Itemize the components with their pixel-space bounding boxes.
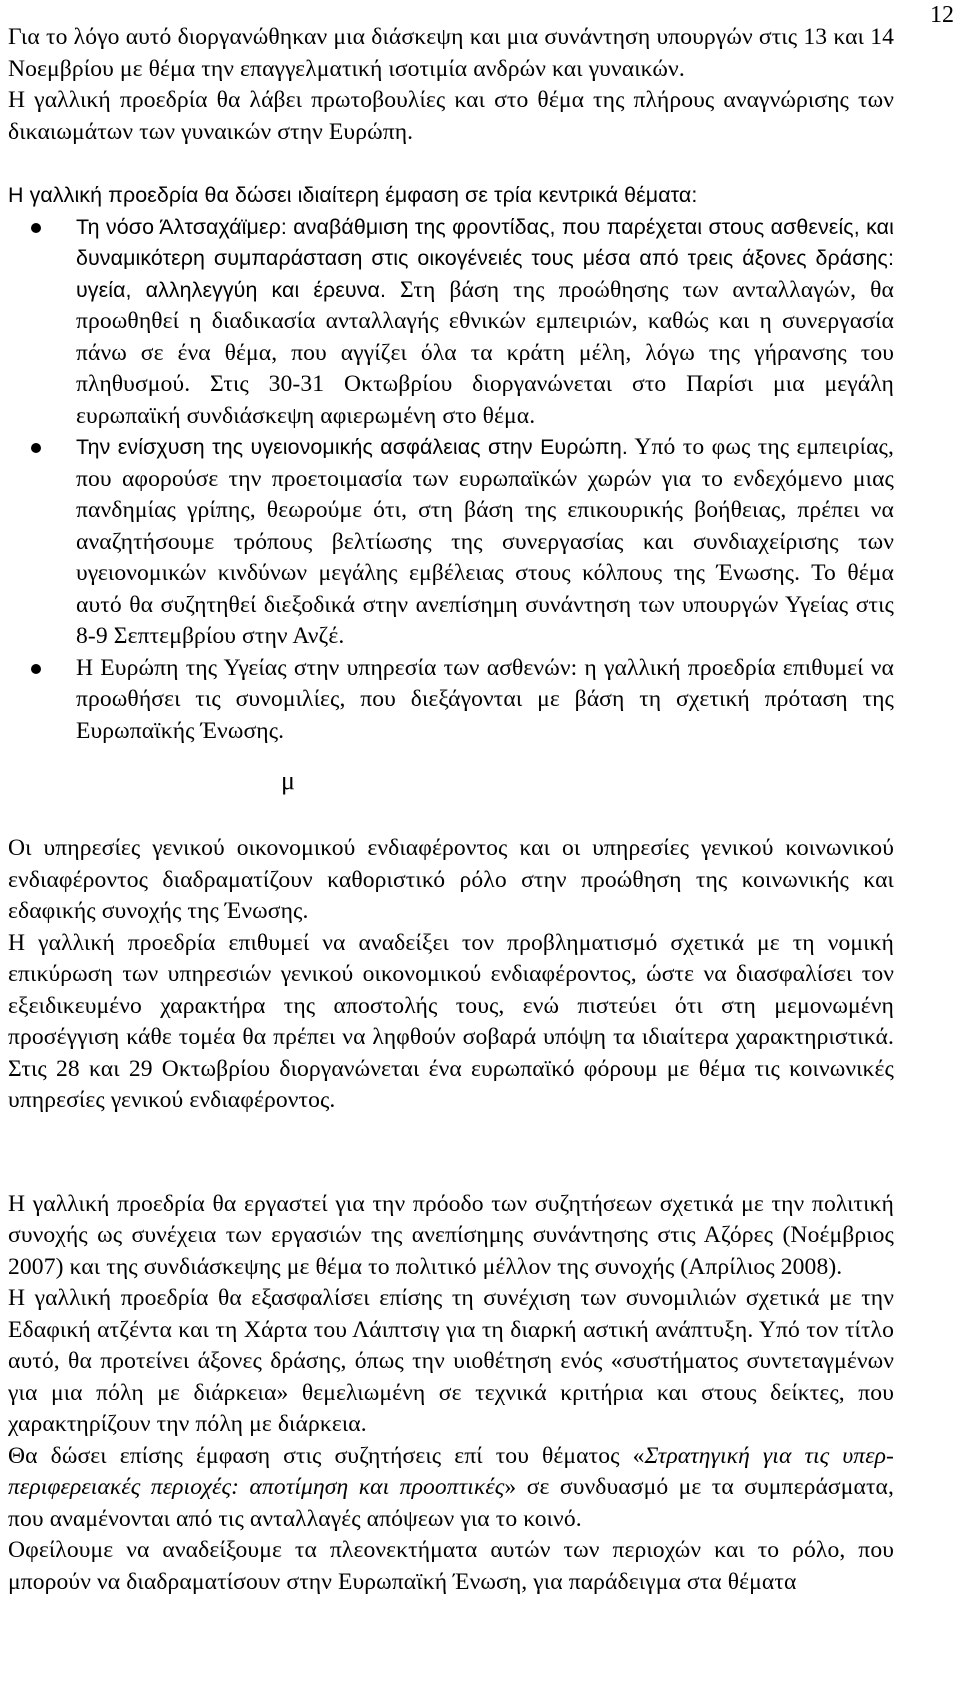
health-topics-list [8,212,894,748]
cohesion-paragraph-3-after: » σε συνδυασμό με τα συμπεράσματα, που αναμένονται από τις ανταλλαγές απόψεων για το κοινό. [8,1474,894,1532]
bullet-alzheimer-sans-text: Τη νόσο Άλτσαχάϊμερ: αναβάθμιση της φροντίδας, που παρέχεται στους ασθενείς, και δυναμικότερη συμπαράσταση στις οικογένειές τους μέσα από τρεις άξονες δράσης: υγεία, αλληλεγγύη και έρευνα. [76,214,894,302]
bullet-health-security [8,432,894,653]
bullet-alzheimer [8,212,894,433]
cohesion-paragraph-3 [8,1441,894,1536]
bullet-health-security-serif-text: Υπό το φως της εμπειρίας, που αφορούσε την προετοιμασία των ευρωπαϊκών χωρών για το ενδεχόμενο μιας πανδημίας γρίπης, θεωρούμε ότι, στη βάση της επικουρικής βοήθειας, πρέπει να αναζητήσουμε τρόπους βελτίωσης της συνεργασίας και συνδιαχείρισης των υγειονομικών κινδύνων μεγάλης εμβέλειας στους κόλπους της Ένωσης. Το θέμα αυτό θα συζητηθεί διεξοδικά στην ανεπίσημη συνάντηση των υπουργών Υγείας στις 8-9 Σεπτεμβρίου στην Ανζέ. [76,434,894,649]
services-paragraph-1: Οι υπηρεσίες γενικού οικονομικού ενδιαφέροντος και οι υπηρεσίες γενικού κοινωνικού ενδιαφέροντος διαδραματίζουν καθοριστικό ρόλο στην προώθηση της κοινωνικής και εδαφικής συνοχής της Ένωσης. [8,835,894,924]
intro-paragraph-2: Η γαλλική προεδρία θα λάβει πρωτοβουλίες και στο θέμα της πλήρους αναγνώρισης των δικαιωμάτων των γυναικών στην Ευρώπη. [8,87,894,145]
intro-paragraph-1: Για το λόγο αυτό διοργανώθηκαν μια διάσκεψη και μια συνάντηση υπουργών στις 13 και 14 Νοεμβρίου με θέμα την επαγγελματική ισοτιμία ανδρών και γυναικών. [8,24,894,82]
section-mark: μ [281,766,295,795]
cohesion-paragraph-1: Η γαλλική προεδρία θα εργαστεί για την πρόοδο των συζητήσεων σχετικά με την πολιτική συνοχής ως συνέχεια των εργασιών της ανεπίσημης συνάντησης στις Αζόρες (Νοέμβριος 2007) και της συνδιάσκεψης με θέμα το πολιτικό μέλλον της συνοχής (Απρίλιος 2008). [8,1190,894,1280]
bullet-health-security-sans-text: Την ενίσχυση της υγειονομικής ασφάλειας στην Ευρώπη. [76,435,628,459]
bullet-europe-of-health [8,653,894,748]
services-paragraph-2: Η γαλλική προεδρία επιθυμεί να αναδείξει τον προβληματισμό σχετικά με τη νομική επικύρωση των υπηρεσιών γενικού οικονομικού ενδιαφέροντος, ώστε να διασφαλίσει τον εξειδικευμένο χαρακτήρα της αποστολής τους, ενώ πιστεύει ότι στη μεμονωμένη προσέγγιση κάθε τομέα θα πρέπει να ληφθούν σοβαρά υπόψη τα ιδιαίτερα χαρακτηριστικά. Στις 28 και 29 Οκτωβρίου διοργανώνεται ένα ευρωπαϊκό φόρουμ με θέμα τις κοινωνικές υπηρεσίες γενικού ενδιαφέροντος. [8,929,894,1113]
bullet-alzheimer-serif-text: Στη βάση της προώθησης των ανταλλαγών, θα προωθηθεί η διαδικασία ανταλλαγής εθνικών εμπειριών, καθώς και η συνεργασία πάνω σε ένα θέμα, που αγγίζει όλα τα κράτη μέλη, λόγω της γήρανσης του πληθυσμού. Στις 30-31 Οκτωβρίου διοργανώνεται στο Παρίσι μια μεγάλη ευρωπαϊκή συνδιάσκεψη αφιερωμένη στο θέμα. [76,276,894,429]
bullet-europe-of-health-text: Η Ευρώπη της Υγείας στην υπηρεσία των ασθενών: η γαλλική προεδρία επιθυμεί να προωθήσει τις συνομιλίες, που διεξάγονται με βάση τη σχετική πρόταση της Ευρωπαϊκής Ένωσης. [76,654,894,744]
page-number: 12 [930,2,954,28]
cohesion-paragraph-3-before: Θα δώσει επίσης έμφαση στις συζητήσεις επί του θέματος « [8,1442,645,1469]
cohesion-paragraph-4: Οφείλουμε να αναδείξουμε τα πλεονεκτήματα αυτών των περιοχών και το ρόλο, που μπορούν να διαδραματίσουν στην Ευρωπαϊκή Ένωση, για παράδειγμα στα θέματα [8,1537,894,1595]
cohesion-paragraph-3-italic-title: Στρατηγική για τις υπερ-περιφερειακές περιοχές: αποτίμηση και προοπτικές [8,1442,894,1500]
cohesion-paragraph-2: Η γαλλική προεδρία θα εξασφαλίσει επίσης τη συνέχιση των συνομιλιών σχετικά με την Εδαφική ατζέντα και τη Χάρτα του Λάιπτσιγ για τη διαρκή αστική ανάπτυξη. Υπό τον τίτλο αυτό, θα προτείνει άξονες δράσης, όπως την υιοθέτηση ενός «συστήματος συντεταγμένων για μια πόλη με διάρκεια» θεμελιωμένη σε τεχνικά κριτήρια και στους δείκτες, που χαρακτηρίζουν την πόλη με διάρκεια. [8,1285,894,1437]
health-lead-paragraph: Η γαλλική προεδρία θα δώσει ιδιαίτερη έμφαση σε τρία κεντρικά θέματα: [8,183,698,207]
